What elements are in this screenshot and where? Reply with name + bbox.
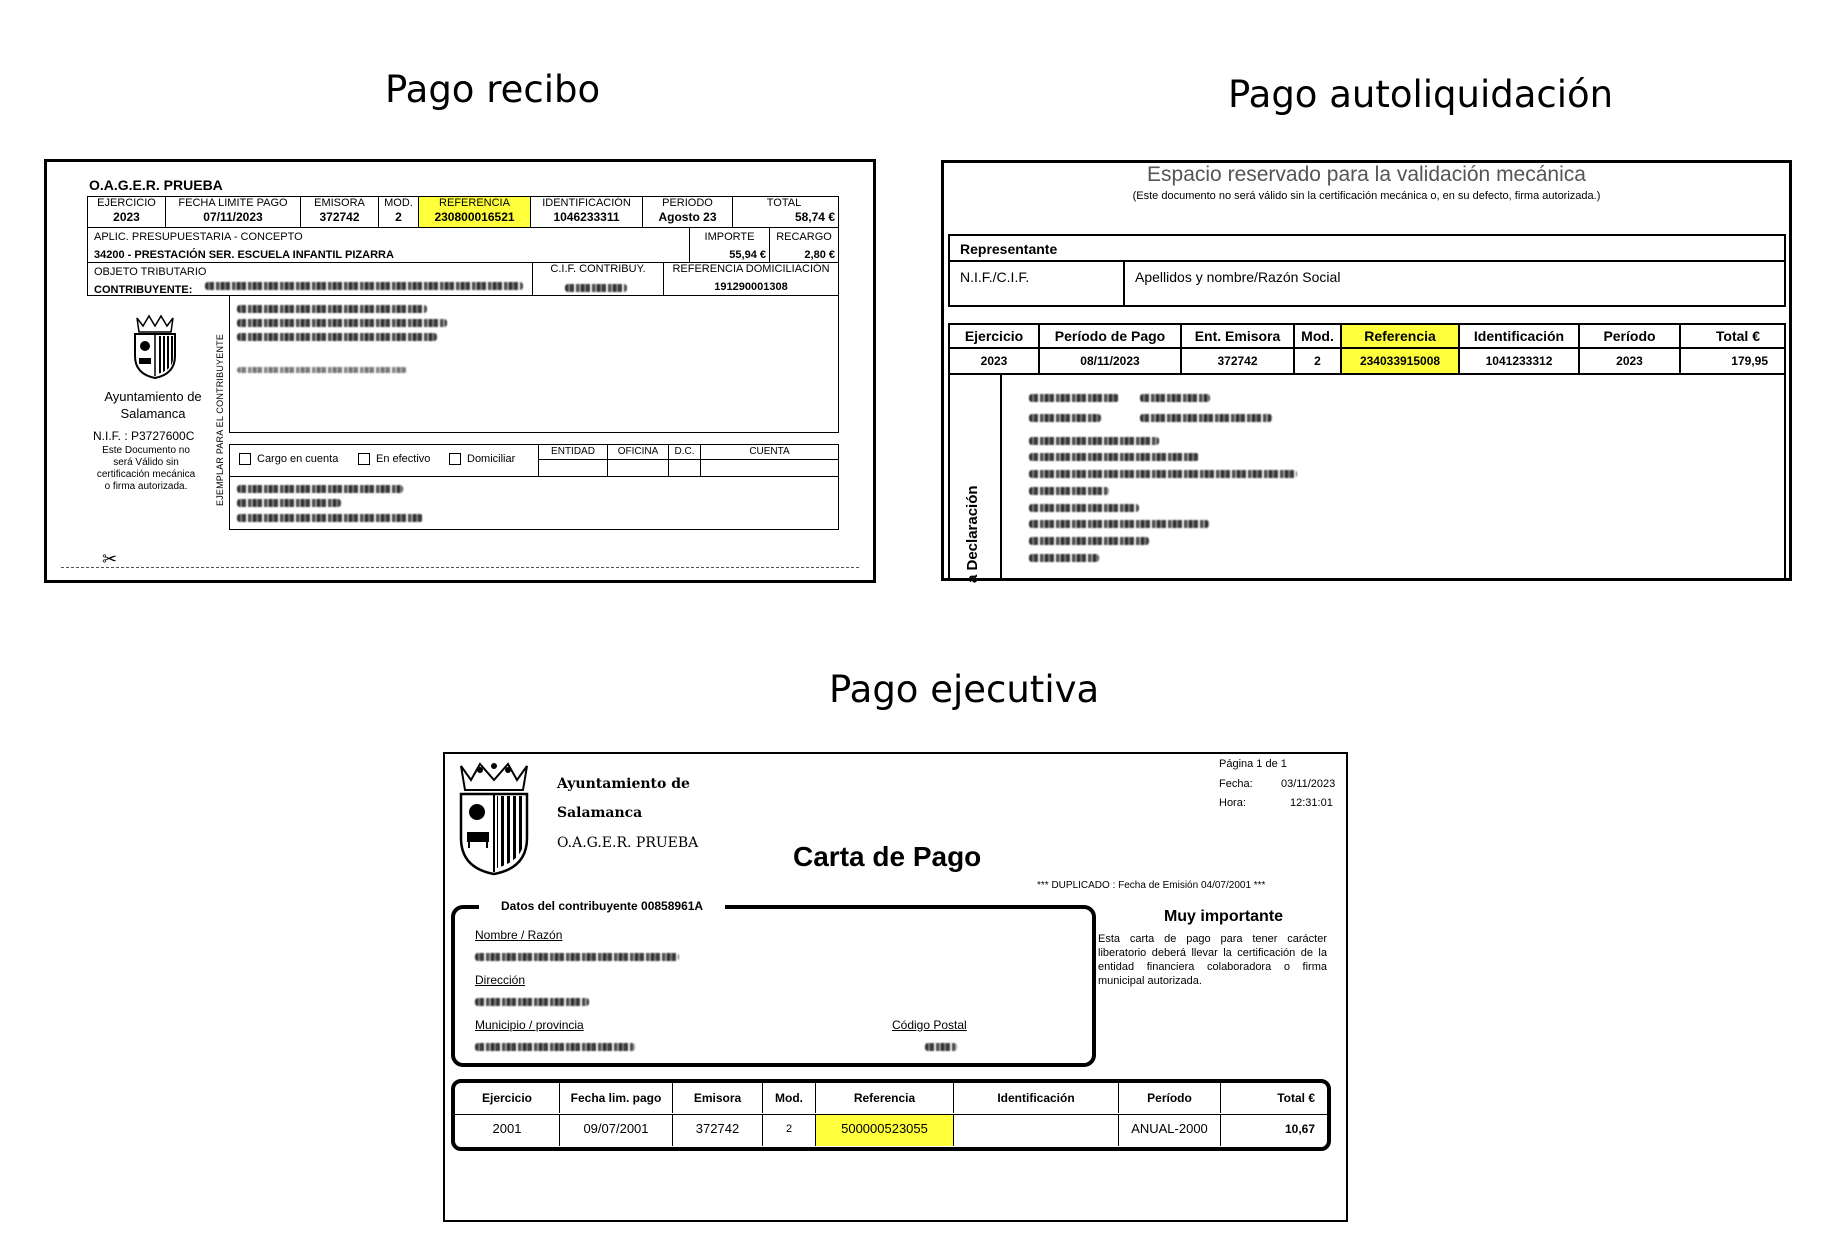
recibo-validity-notice: Este Documento no será Válido sin certificación mecánica o firma autorizada.	[96, 445, 196, 492]
ejecutiva-val-periodo: ANUAL-2000	[1119, 1115, 1221, 1146]
ejecutiva-hora-value: 12:31:01	[1290, 797, 1333, 809]
autoliq-redacted-6	[1029, 487, 1109, 495]
ejecutiva-importante-title: Muy importante	[1163, 908, 1284, 925]
ejecutiva-val-emisora: 372742	[673, 1115, 763, 1146]
checkbox-icon[interactable]	[449, 453, 461, 465]
recibo-option-cargo[interactable]: Cargo en cuenta	[239, 453, 338, 465]
recibo-bank-entidad: ENTIDAD	[538, 444, 608, 460]
heading-pago-recibo: Pago recibo	[385, 68, 601, 111]
recibo-address-line-1	[237, 485, 403, 493]
autoliq-val-referencia: 234033915008	[1340, 347, 1460, 375]
recibo-bank-dc-value	[668, 459, 701, 477]
checkbox-icon[interactable]	[358, 453, 370, 465]
ejecutiva-col-total: Total €	[1277, 1091, 1315, 1105]
autoliq-col-periodo-pago: Período de Pago	[1038, 323, 1182, 349]
autoliq-redacted-5	[1029, 470, 1297, 478]
autoliq-redacted-9	[1029, 537, 1149, 545]
recibo-bank-cuenta: CUENTA	[700, 444, 839, 460]
recibo-cell-total: TOTAL 58,74 €	[732, 196, 839, 228]
recibo-cell-fecha-limite: FECHA LIMITE PAGO 07/11/2023	[165, 196, 301, 228]
ejecutiva-val-fecha: 09/07/2001	[560, 1115, 673, 1146]
ejecutiva-col-referencia: Referencia	[816, 1083, 954, 1113]
ejecutiva-col-fecha: Fecha lim. pago	[560, 1083, 673, 1113]
autoliq-declaration-area	[948, 375, 1786, 581]
recibo-address-line-3	[237, 514, 423, 522]
ejecutiva-datos-title: Datos del contribuyente 00858961A	[479, 897, 725, 915]
recibo-org-title: O.A.G.E.R. PRUEBA	[89, 177, 223, 193]
recibo-bank-cuenta-value	[700, 459, 839, 477]
ejecutiva-title: Carta de Pago	[793, 841, 982, 872]
ejecutiva-direccion-label: Dirección	[475, 973, 526, 987]
ejecutiva-ayto-line1: Ayuntamiento de	[557, 776, 690, 792]
recibo-cell-refdom: REFERENCIA DOMICILIACIÓN 191290001308	[663, 262, 839, 296]
autoliq-declaration-divider	[1000, 375, 1002, 581]
autoliq-redacted-1b	[1140, 394, 1210, 402]
autoliq-col-mod: Mod.	[1293, 323, 1342, 349]
autoliq-val-periodo: 2023	[1578, 347, 1681, 375]
ejecutiva-fecha-label: Fecha:	[1219, 778, 1253, 790]
ejecutiva-col-identificacion: Identificación	[954, 1083, 1119, 1113]
ejecutiva-val-referencia: 500000523055	[816, 1115, 954, 1146]
autoliq-col-ejercicio: Ejercicio	[948, 323, 1040, 349]
autoliq-col-periodo: Período	[1578, 323, 1681, 349]
autoliq-redacted-1a	[1029, 394, 1119, 402]
ejecutiva-col-ejercicio: Ejercicio	[455, 1083, 560, 1113]
recibo-redacted-line-4	[237, 367, 407, 373]
ejecutiva-municipio-redacted	[475, 1043, 635, 1051]
autoliquidacion-document	[941, 160, 1792, 581]
autoliq-apellidos: Apellidos y nombre/Razón Social	[1123, 260, 1786, 307]
autoliq-val-ejercicio: 2023	[948, 347, 1040, 375]
ejecutiva-duplicado: *** DUPLICADO : Fecha de Emisión 04/07/2001 ***	[1037, 880, 1266, 891]
autoliq-redacted-2b	[1140, 414, 1272, 422]
ejecutiva-nombre-redacted	[475, 953, 679, 961]
ejecutiva-municipio-label: Municipio / provincia	[475, 1018, 584, 1032]
recibo-contribuyente-redacted	[205, 282, 523, 290]
recibo-bank-oficina-value	[607, 459, 669, 477]
recibo-option-domiciliar[interactable]: Domiciliar	[449, 453, 515, 465]
recibo-cut-line	[61, 567, 859, 568]
recibo-cell-mod: MOD. 2	[378, 196, 419, 228]
recibo-ayto-name: Ayuntamiento de Salamanca	[104, 389, 202, 421]
autoliq-val-identificacion: 1041233312	[1458, 347, 1580, 375]
ejecutiva-val-mod: 2	[763, 1115, 816, 1146]
autoliq-val-emisora: 372742	[1180, 347, 1295, 375]
ejecutiva-org: O.A.G.E.R. PRUEBA	[557, 835, 699, 851]
autoliq-redacted-8	[1029, 520, 1209, 528]
recibo-taxpayer-box	[229, 295, 839, 433]
autoliq-col-emisora: Ent. Emisora	[1180, 323, 1295, 349]
recibo-redacted-line-2	[237, 319, 447, 327]
ejecutiva-col-mod: Mod.	[763, 1083, 816, 1113]
autoliq-redacted-10	[1029, 554, 1099, 562]
autoliq-representante: Representante	[948, 234, 1786, 262]
ejecutiva-val-total: 10,67	[1284, 1122, 1315, 1136]
ejecutiva-hora-label: Hora:	[1219, 797, 1246, 809]
autoliq-redacted-4	[1029, 453, 1199, 461]
recibo-cell-periodo: PERIODO Agosto 23	[642, 196, 733, 228]
recibo-redacted-line-3	[237, 333, 437, 341]
autoliq-val-periodo-pago: 08/11/2023	[1038, 347, 1182, 375]
recibo-bank-oficina: OFICINA	[607, 444, 669, 460]
recibo-cell-importe: IMPORTE 55,94 €	[689, 227, 770, 263]
ejecutiva-direccion-redacted	[475, 998, 589, 1006]
ejecutiva-cp-label: Código Postal	[892, 1018, 967, 1032]
autoliq-col-total: Total €	[1679, 323, 1786, 349]
recibo-cell-objeto: OBJETO TRIBUTARIO CONTRIBUYENTE:	[87, 262, 533, 296]
recibo-cell-referencia: REFERENCIA 230800016521	[418, 196, 531, 228]
autoliq-validation-note: (Este documento no será válido sin la certificación mecánica o, en su defecto, firma autorizada.)	[1132, 190, 1601, 202]
ejecutiva-nombre-label: Nombre / Razón	[475, 928, 563, 942]
recibo-address-line-2	[237, 499, 341, 507]
autoliq-validation-title: Espacio reservado para la validación mecánica	[1147, 163, 1586, 186]
ejecutiva-document	[443, 752, 1348, 1222]
recibo-bank-entidad-value	[538, 459, 608, 477]
recibo-cell-ejercicio: EJERCICIO 2023	[87, 196, 166, 228]
recibo-cell-emisora: EMISORA 372742	[300, 196, 379, 228]
recibo-cell-aplic: APLIC. PRESUPUESTARIA - CONCEPTO 34200 - PRESTACIÓN SER. ESCUELA INFANTIL PIZARRA	[87, 227, 690, 263]
salamanca-coat-of-arms-icon	[453, 760, 535, 876]
ejecutiva-val-ejercicio: 2001	[455, 1115, 560, 1146]
recibo-cell-identificacion: IDENTIFICACIÓN 1046233311	[530, 196, 643, 228]
ejecutiva-col-emisora: Emisora	[673, 1083, 763, 1113]
recibo-cif-redacted	[565, 284, 627, 292]
ejecutiva-ayto-line2: Salamanca	[557, 805, 643, 821]
recibo-nif: N.I.F. : P3727600C	[93, 429, 195, 443]
ejecutiva-cp-redacted	[925, 1043, 957, 1051]
ejecutiva-importante-text: Esta carta de pago para tener carácter liberatorio deberá llevar la certificación de la entidad financiera colaboradora o firma municipal autorizada.	[1098, 933, 1327, 987]
ejecutiva-col-periodo: Período	[1119, 1083, 1221, 1113]
scissors-icon: ✂	[102, 549, 118, 569]
checkbox-icon[interactable]	[239, 453, 251, 465]
autoliq-col-referencia: Referencia	[1340, 323, 1460, 349]
heading-pago-autoliquidacion: Pago autoliquidación	[1228, 73, 1614, 116]
autoliq-redacted-2a	[1029, 414, 1101, 422]
autoliq-vertical-label: a Declaración	[964, 485, 981, 583]
autoliq-redacted-3	[1029, 437, 1159, 445]
autoliq-val-total: 179,95	[1679, 347, 1786, 375]
recibo-option-efectivo[interactable]: En efectivo	[358, 453, 430, 465]
ejecutiva-val-identificacion	[954, 1115, 1119, 1146]
recibo-cell-cif: C.I.F. CONTRIBUY.	[532, 262, 664, 296]
autoliq-val-mod: 2	[1293, 347, 1342, 375]
recibo-cell-recargo: RECARGO 2,80 €	[769, 227, 839, 263]
autoliq-nif: N.I.F./C.I.F.	[948, 260, 1125, 307]
autoliq-col-identificacion: Identificación	[1458, 323, 1580, 349]
salamanca-coat-of-arms-icon	[127, 314, 182, 380]
heading-pago-ejecutiva: Pago ejecutiva	[829, 668, 1100, 711]
recibo-redacted-line-1	[237, 305, 427, 313]
ejecutiva-fecha-value: 03/11/2023	[1281, 778, 1336, 790]
recibo-bank-dc: D.C.	[668, 444, 701, 460]
recibo-document	[44, 159, 876, 583]
recibo-vertical-label: EJEMPLAR PARA EL CONTRIBUYENTE	[215, 333, 225, 506]
ejecutiva-pagina: Página 1 de 1	[1219, 758, 1287, 770]
autoliq-redacted-7	[1029, 504, 1139, 512]
